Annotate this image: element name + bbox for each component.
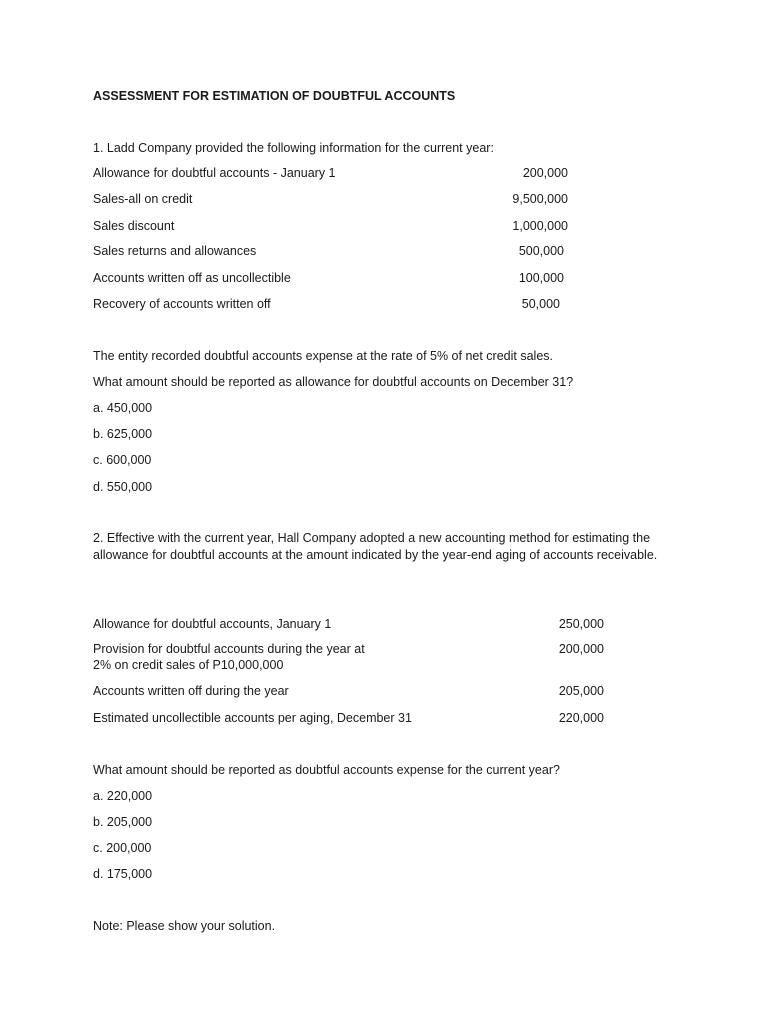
page-title: ASSESSMENT FOR ESTIMATION OF DOUBTFUL ACCOUNTS [93, 89, 456, 103]
q2-choice-a: a. 220,000 [93, 789, 153, 803]
q2-row-label: Allowance for doubtful accounts, January 1 [93, 617, 332, 631]
q1-intro: 1. Ladd Company provided the following information for the current year: [93, 141, 494, 155]
q1-row-amount: 9,500,000 [512, 192, 568, 206]
footer-note: Note: Please show your solution. [93, 919, 276, 933]
q1-row-amount: 500,000 [518, 244, 564, 258]
q1-note: The entity recorded doubtful accounts expense at the rate of 5% of net credit sales. [93, 349, 553, 363]
q1-choice-b: b. 625,000 [93, 427, 153, 441]
q1-choice-d: d. 550,000 [93, 480, 153, 494]
q1-row-label: Sales returns and allowances [93, 244, 257, 258]
q2-row-amount: 250,000 [558, 617, 604, 631]
q1-question: What amount should be reported as allowance for doubtful accounts on December 31? [93, 375, 574, 389]
q1-choice-c: c. 600,000 [93, 453, 152, 467]
q2-row-amount: 205,000 [558, 684, 604, 698]
q1-row-amount: 200,000 [522, 166, 568, 180]
q1-row-label: Sales discount [93, 219, 175, 233]
q2-choice-c: c. 200,000 [93, 841, 152, 855]
q2-row-label: Accounts written off during the year [93, 684, 289, 698]
q1-row-label: Recovery of accounts written off [93, 297, 271, 311]
q2-intro: 2. Effective with the current year, Hall Company adopted a new accounting method for estimating the allowance for doubtful accounts at the amount indicated by the year-end aging of accounts receivable. [93, 531, 658, 562]
q2-row-amount: 200,000 [558, 642, 604, 656]
q2-row-label: Provision for doubtful accounts during the year at [93, 642, 365, 656]
q2-choice-b: b. 205,000 [93, 815, 153, 829]
q1-row-amount: 1,000,000 [512, 219, 568, 233]
q1-row-label: Allowance for doubtful accounts - January 1 [93, 166, 336, 180]
q1-choice-a: a. 450,000 [93, 401, 153, 415]
q1-row-label: Accounts written off as uncollectible [93, 271, 291, 285]
q2-choice-d: d. 175,000 [93, 867, 153, 881]
q1-row-label: Sales-all on credit [93, 192, 193, 206]
q2-row-label: Estimated uncollectible accounts per aging, December 31 [93, 711, 412, 725]
q2-question: What amount should be reported as doubtful accounts expense for the current year? [93, 763, 560, 777]
q1-row-amount: 50,000 [521, 297, 560, 311]
q2-row-amount: 220,000 [558, 711, 604, 725]
q1-row-amount: 100,000 [518, 271, 564, 285]
q2-row-label-cont: 2% on credit sales of P10,000,000 [93, 658, 284, 672]
